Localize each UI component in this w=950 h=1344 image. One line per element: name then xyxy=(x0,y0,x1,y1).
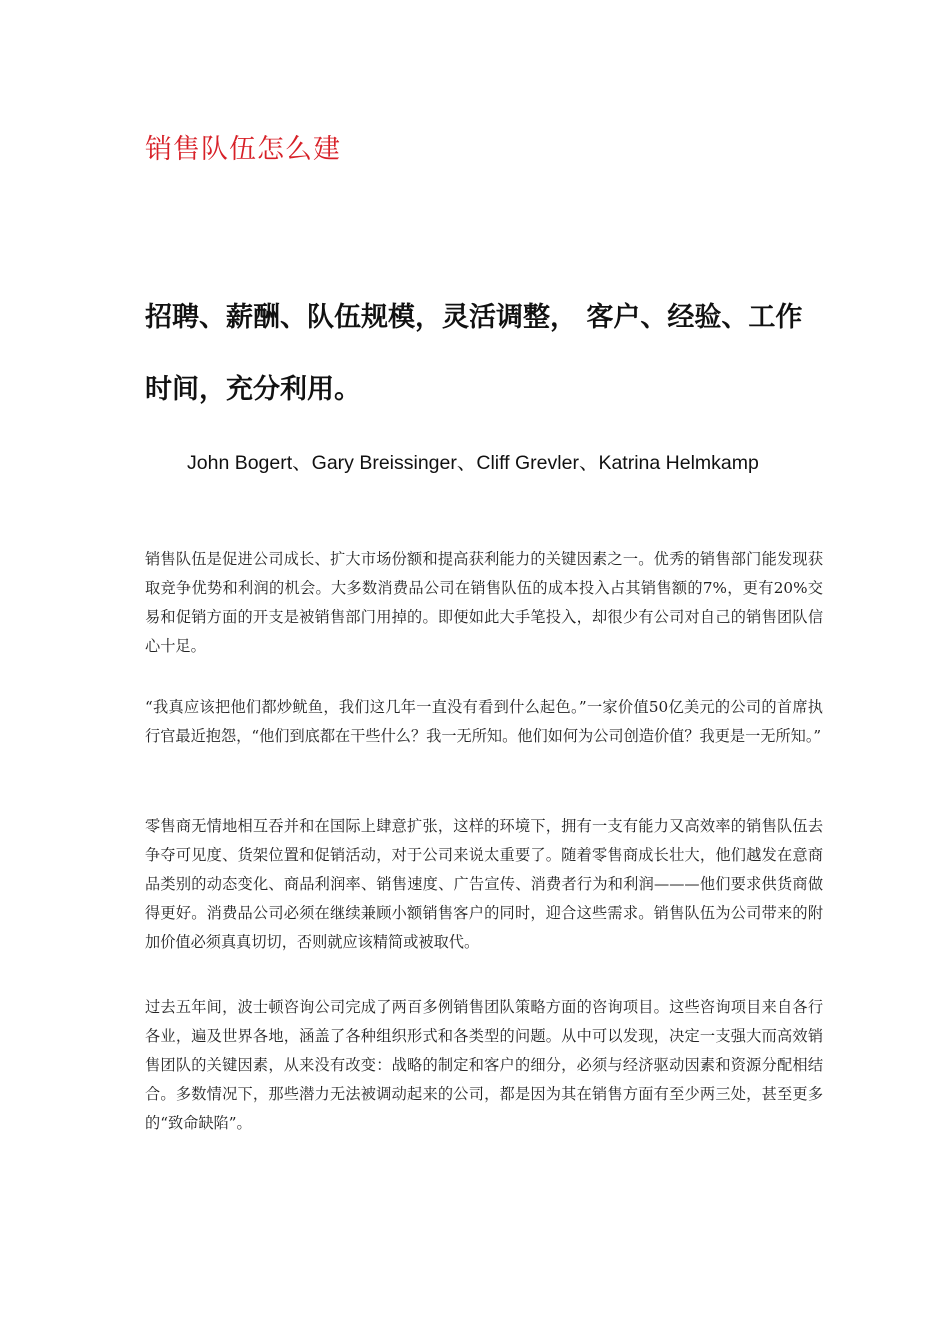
body-paragraph-3: 零售商无情地相互吞并和在国际上肆意扩张，这样的环境下，拥有一支有能力又高效率的销售队伍去争夺可见度、货架位置和促销活动，对于公司来说太重要了。随着零售商成长壮大，他们越发在意商品类别的动态变化、商品利润率、销售速度、广告宣传、消费者行为和利润———他们要求供货商做得更好。消费品公司必须在继续兼顾小额销售客户的同时，迎合这些需求。销售队伍为公司带来的附加价值必须真真切切，否则就应该精简或被取代。 xyxy=(145,817,823,951)
body-paragraph-4: 过去五年间，波士顿咨询公司完成了两百多例销售团队策略方面的咨询项目。这些咨询项目来自各行各业，遍及世界各地，涵盖了各种组织形式和各类型的问题。从中可以发现，决定一支强大而高效销售团队的关键因素，从来没有改变：战略的制定和客户的细分，必须与经济驱动因素和资源分配相结合。多数情况下，那些潜力无法被调动起来的公司，都是因为其在销售方面有至少两三处，甚至更多的“致命缺陷”。 xyxy=(145,998,823,1132)
body-paragraph-2: “我真应该把他们都炒鱿鱼，我们这几年一直没有看到什么起色。”一家价值50亿美元的公司的首席执行官最近抱怨，“他们到底都在干些什么？我一无所知。他们如何为公司创造价值？我更是一无所知。” xyxy=(145,698,823,745)
body-paragraph-1: 销售队伍是促进公司成长、扩大市场份额和提高获利能力的关键因素之一。优秀的销售部门能发现获取竞争优势和利润的机会。大多数消费品公司在销售队伍的成本投入占其销售额的7%，更有20%交易和促销方面的开支是被销售部门用掉的。即便如此大手笔投入，却很少有公司对自己的销售团队信心十足。 xyxy=(145,550,823,655)
article-title: 销售队伍怎么建 xyxy=(145,134,341,165)
article-authors: John Bogert、Gary Breissinger、Cliff Grevler、Katrina Helmkamp xyxy=(187,452,759,474)
article-subtitle: 招聘、薪酬、队伍规模，灵活调整， 客户、经验、工作时间，充分利用。 xyxy=(145,302,803,405)
